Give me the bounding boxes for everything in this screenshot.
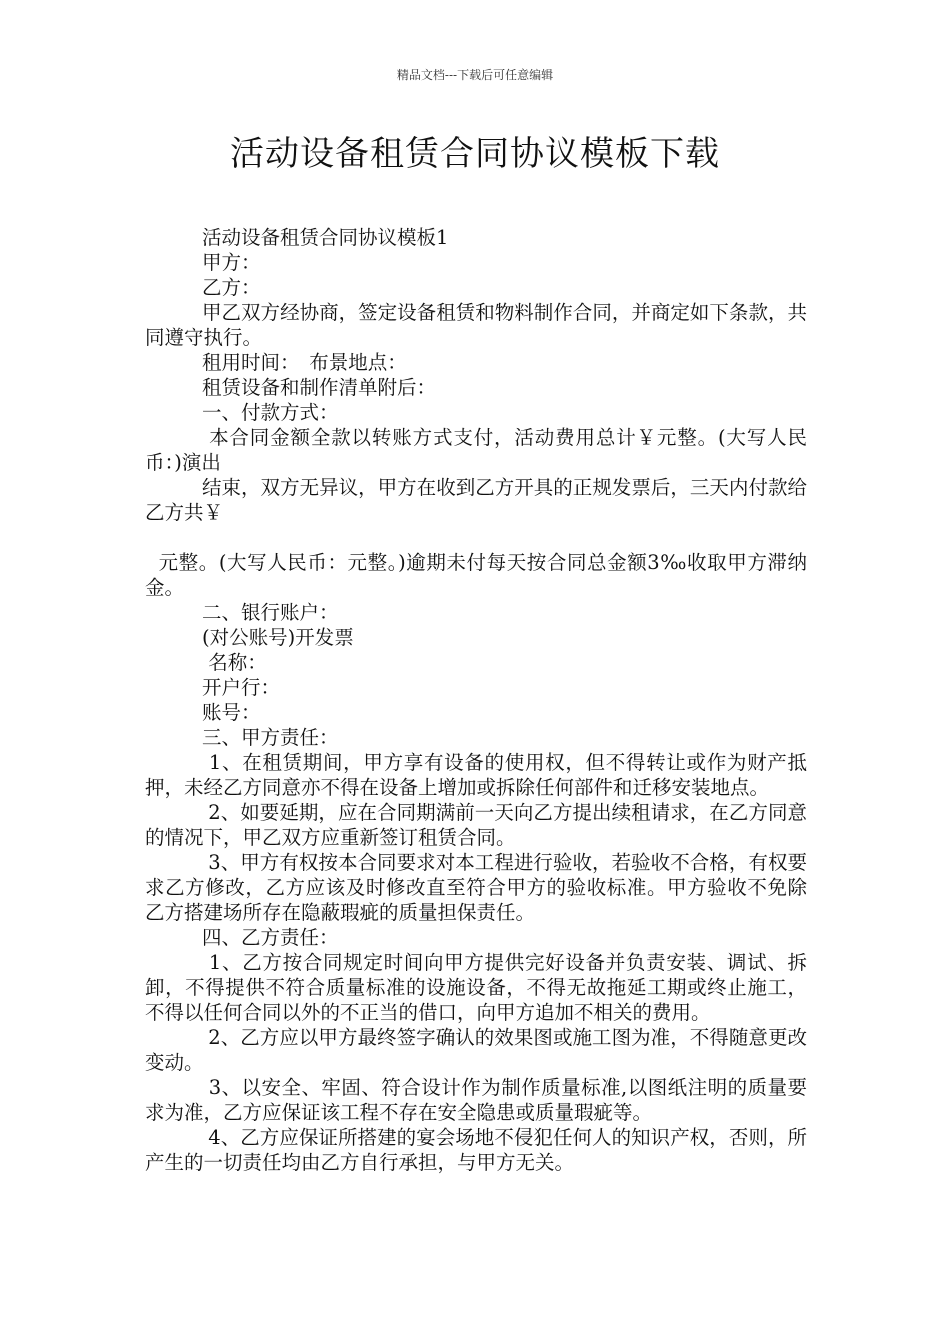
paragraph: 二、银行账户： bbox=[202, 601, 339, 624]
paragraph: 活动设备租赁合同协议模板1 bbox=[202, 226, 449, 249]
paragraph: 结束，双方无异议，甲方在收到乙方开具的正规发票后，三天内付款给乙方共￥ bbox=[145, 476, 807, 524]
paragraph: 3、以安全、牢固、符合设计作为制作质量标准,以图纸注明的质量要求为准，乙方应保证该工程不存在安全隐患或质量瑕疵等。 bbox=[145, 1076, 808, 1124]
paragraph: 四、乙方责任： bbox=[202, 926, 339, 949]
paragraph: 甲方： bbox=[202, 251, 261, 274]
paragraph: 账号： bbox=[202, 701, 261, 724]
header-note: 精品文档---下载后可任意编辑 bbox=[396, 68, 554, 82]
paragraph: 本合同金额全款以转账方式支付，活动费用总计￥元整。(大写人民币：)演出 bbox=[145, 426, 808, 474]
paragraph: 甲乙双方经协商，签定设备租赁和物料制作合同，并商定如下条款，共同遵守执行。 bbox=[145, 301, 807, 349]
document-body bbox=[145, 225, 807, 1175]
paragraph: 2、如要延期，应在合同期满前一天向乙方提出续租请求，在乙方同意的情况下，甲乙双方应重新签订租赁合同。 bbox=[145, 801, 807, 849]
paragraph: 租赁设备和制作清单附后： bbox=[202, 376, 437, 399]
paragraph: 三、甲方责任： bbox=[202, 726, 339, 749]
paragraph: 4、乙方应保证所搭建的宴会场地不侵犯任何人的知识产权，否则，所产生的一切责任均由乙方自行承担，与甲方无关。 bbox=[145, 1126, 807, 1174]
paragraph: 租用时间： 布景地点： bbox=[202, 351, 407, 374]
paragraph: 名称： bbox=[202, 651, 267, 674]
paragraph: (对公账号)开发票 bbox=[202, 626, 354, 649]
document-title: 活动设备租赁合同协议模板下载 bbox=[230, 134, 720, 174]
paragraph: 1、乙方按合同规定时间向甲方提供完好设备并负责安装、调试、拆卸，不得提供不符合质量标准的设施设备，不得无故拖延工期或终止施工，不得以任何合同以外的不正当的借口，向甲方追加不相关的费用。 bbox=[145, 951, 807, 1024]
paragraph: 开户行： bbox=[202, 676, 281, 699]
paragraph: 乙方： bbox=[202, 276, 261, 299]
paragraph: 一、付款方式： bbox=[202, 401, 339, 424]
paragraph: 3、甲方有权按本合同要求对本工程进行验收，若验收不合格，有权要求乙方修改，乙方应该及时修改直至符合甲方的验收标准。甲方验收不免除乙方搭建场所存在隐蔽瑕疵的质量担保责任。 bbox=[145, 851, 807, 924]
paragraph: 元整。(大写人民币：元整。)逾期未付每天按合同总金额3‰收取甲方滞纳金。 bbox=[145, 551, 807, 599]
paragraph: 1、在租赁期间，甲方享有设备的使用权，但不得转让或作为财产抵押，未经乙方同意亦不得在设备上增加或拆除任何部件和迁移安装地点。 bbox=[145, 751, 807, 799]
paragraph: 2、乙方应以甲方最终签字确认的效果图或施工图为准，不得随意更改变动。 bbox=[145, 1026, 807, 1074]
